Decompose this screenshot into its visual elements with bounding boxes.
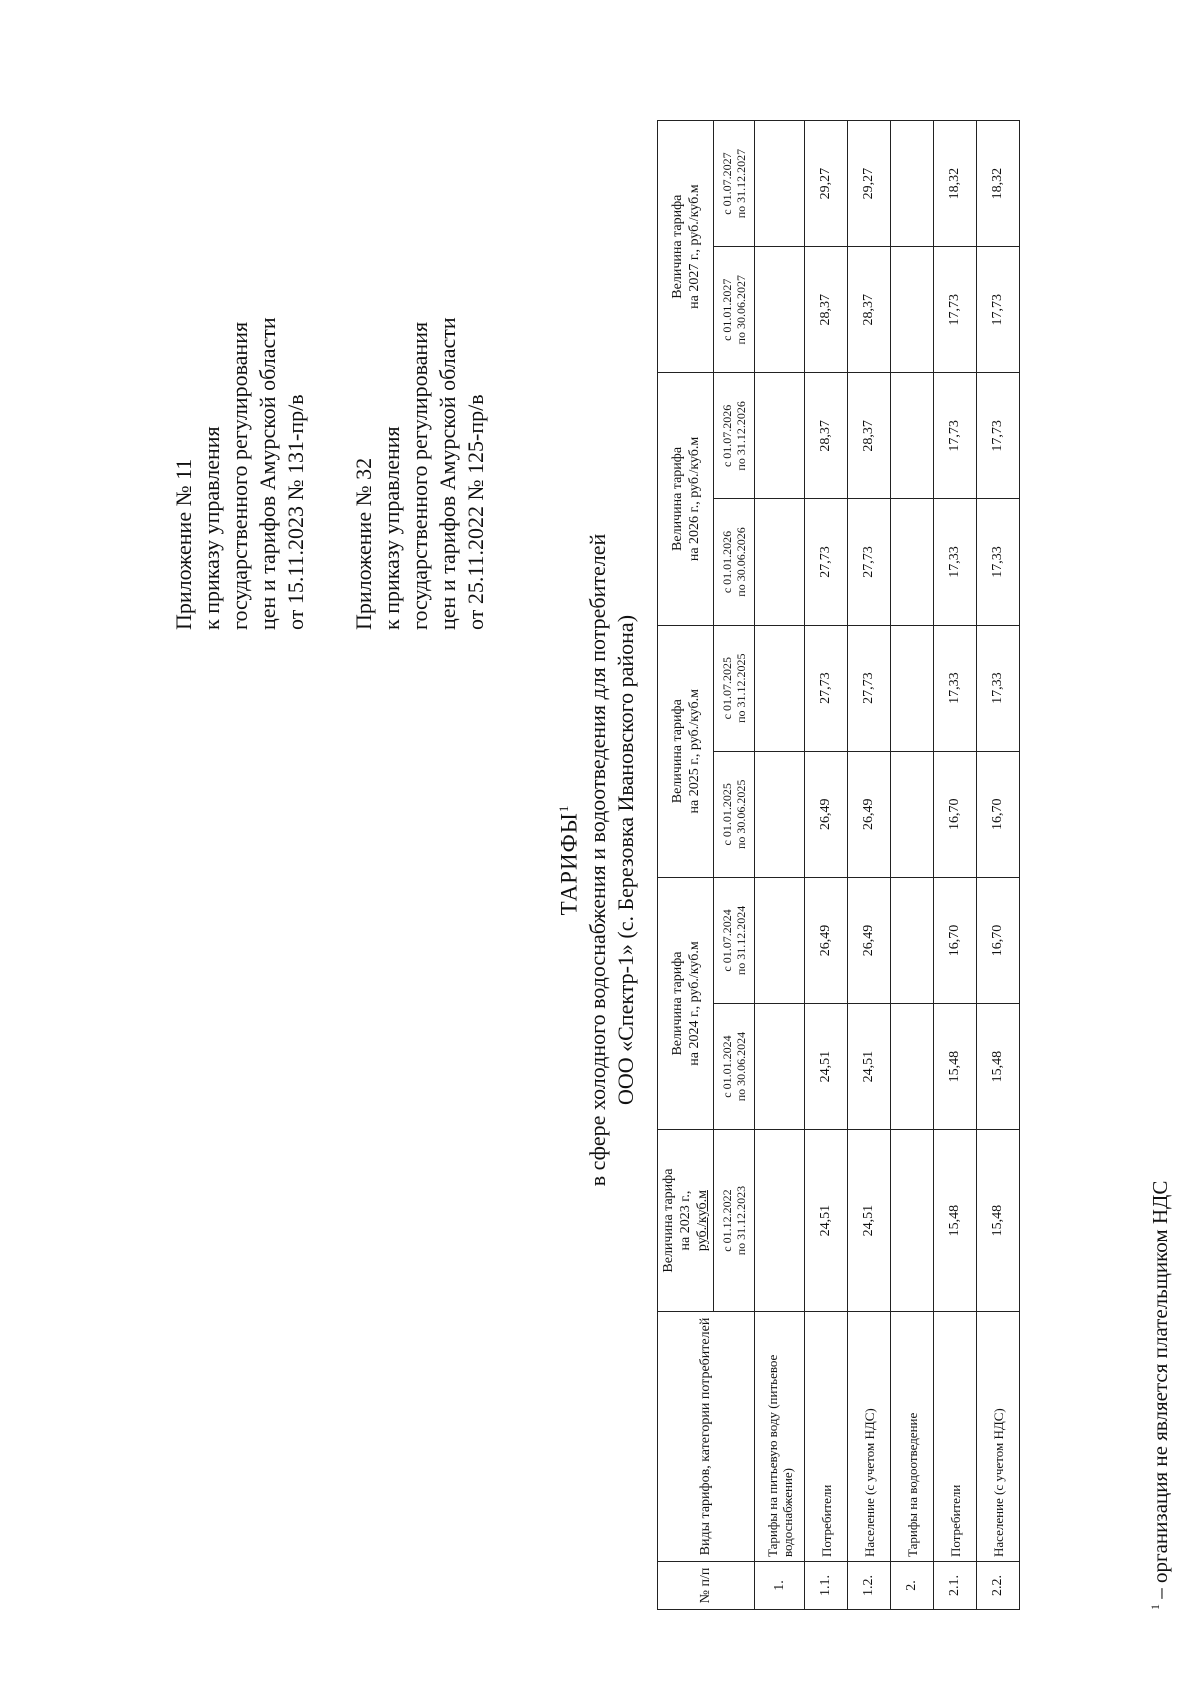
tariff-value [755, 877, 805, 1003]
tariff-value [891, 877, 934, 1003]
tariff-value [891, 751, 934, 877]
row-number: 1.1. [805, 1562, 848, 1610]
tariff-value: 24,51 [848, 1004, 891, 1130]
title-subtitle: в сфере холодного водоснабжения и водоотведения для потребителей [584, 533, 610, 1187]
tariff-value: 28,37 [848, 373, 891, 499]
table-row [891, 121, 934, 1610]
period-header: с 01.07.2026 по 31.12.2026 [714, 373, 755, 499]
tariff-value [755, 499, 805, 625]
row-category: Потребители [934, 1312, 977, 1562]
tariff-table [657, 120, 1020, 1610]
tariff-value [755, 625, 805, 751]
row-number: 2.2. [977, 1562, 1020, 1610]
document-page [45, 80, 1172, 1640]
row-category: Тарифы на питьевую воду (питьевое водоснабжение) [755, 1312, 805, 1562]
tariff-value: 27,73 [848, 625, 891, 751]
tariff-value: 29,27 [805, 121, 848, 247]
appendix-line: от 15.11.2023 № 131-пр/в [283, 394, 308, 630]
tariff-value: 27,73 [848, 499, 891, 625]
tariff-value: 29,27 [848, 121, 891, 247]
tariff-value: 24,51 [848, 1130, 891, 1312]
tariff-value: 18,32 [934, 121, 977, 247]
appendix-line: Приложение № 11 [171, 458, 196, 630]
tariff-value: 16,70 [977, 877, 1020, 1003]
tariff-value: 28,37 [805, 373, 848, 499]
tariff-value: 15,48 [977, 1130, 1020, 1312]
tariff-value: 28,37 [848, 247, 891, 373]
tariff-value [891, 121, 934, 247]
table-row [755, 121, 805, 1610]
row-number: 2.1. [934, 1562, 977, 1610]
tariff-value: 17,73 [934, 373, 977, 499]
period-header: с 01.12.2022 по 31.12.2023 [714, 1130, 755, 1312]
row-number: 2. [891, 1562, 934, 1610]
period-header: с 01.01.2027 по 30.06.2027 [714, 247, 755, 373]
row-number: 1.2. [848, 1562, 891, 1610]
tariff-value [755, 1004, 805, 1130]
tariff-value [891, 499, 934, 625]
header-group-2027: Величина тарифа на 2027 г., руб./куб.м [658, 121, 714, 373]
appendix-line: цен и тарифов Амурской области [435, 317, 460, 630]
tariff-value [891, 1004, 934, 1130]
appendix-line: к приказу управления [199, 426, 224, 630]
tariff-value: 26,49 [848, 751, 891, 877]
tariff-value: 15,48 [934, 1004, 977, 1130]
title-organization: ООО «Спектр-1» (с. Березовка Ивановского района) [612, 614, 638, 1106]
tariff-value: 26,49 [805, 751, 848, 877]
appendix-line: государственного регулирования [227, 321, 252, 630]
tariff-value: 17,33 [977, 625, 1020, 751]
footnote: $^1$ – организация не является плательщиком НДС [1148, 1180, 1172, 1610]
tariff-value [755, 247, 805, 373]
tariff-value: 27,73 [805, 499, 848, 625]
period-header: с 01.01.2025 по 30.06.2025 [714, 751, 755, 877]
tariff-value: 17,33 [934, 625, 977, 751]
row-category: Население (с учетом НДС) [848, 1312, 891, 1562]
tariff-value: 15,48 [977, 1004, 1020, 1130]
period-header: с 01.01.2026 по 30.06.2026 [714, 499, 755, 625]
row-category: Тарифы на водоотведение [891, 1312, 934, 1562]
tariff-value: 17,33 [977, 499, 1020, 625]
tariff-value [891, 1130, 934, 1312]
tariff-value: 16,70 [934, 877, 977, 1003]
period-header: с 01.07.2024 по 31.12.2024 [714, 877, 755, 1003]
tariff-value: 26,49 [805, 877, 848, 1003]
tariff-value [755, 751, 805, 877]
row-number: 1. [755, 1562, 805, 1610]
tariff-value: 16,70 [977, 751, 1020, 877]
tariff-value [891, 247, 934, 373]
appendix-line: цен и тарифов Амурской области [255, 317, 280, 630]
tariff-value: 17,73 [934, 247, 977, 373]
row-category: Население (с учетом НДС) [977, 1312, 1020, 1562]
tariff-value [755, 1130, 805, 1312]
title-main: ТАРИФЫ$^1$ [556, 804, 582, 916]
header-group-2026: Величина тарифа на 2026 г., руб./куб.м [658, 373, 714, 625]
period-header: с 01.07.2025 по 31.12.2025 [714, 625, 755, 751]
table-row [805, 121, 848, 1610]
appendix-note-11 [170, 317, 310, 630]
appendix-line: Приложение № 32 [351, 457, 376, 630]
tariff-value: 24,51 [805, 1130, 848, 1312]
appendix-line: государственного регулирования [407, 321, 432, 630]
tariff-value: 17,33 [934, 499, 977, 625]
appendix-line: от 25.11.2022 № 125-пр/в [463, 394, 488, 630]
header-group-2023: Величина тарифа на 2023 г., руб./куб.м [658, 1130, 714, 1312]
table-row [848, 121, 891, 1610]
tariff-value: 24,51 [805, 1004, 848, 1130]
tariff-value: 16,70 [934, 751, 977, 877]
footnote-marker: 1 [556, 804, 571, 813]
tariff-value: 27,73 [805, 625, 848, 751]
tariff-value [755, 373, 805, 499]
table-body [755, 121, 1020, 1610]
tariff-value [891, 373, 934, 499]
tariff-value: 17,73 [977, 247, 1020, 373]
period-header: с 01.07.2027 по 31.12.2027 [714, 121, 755, 247]
header-tariff-type: Виды тарифов, категории потребителей [658, 1312, 755, 1562]
tariff-value [891, 625, 934, 751]
tariff-value: 18,32 [977, 121, 1020, 247]
tariff-value: 17,73 [977, 373, 1020, 499]
tariff-value: 28,37 [805, 247, 848, 373]
tariff-value: 26,49 [848, 877, 891, 1003]
period-header: с 01.01.2024 по 30.06.2024 [714, 1004, 755, 1130]
header-number: № п/п [658, 1562, 755, 1610]
table-row [934, 121, 977, 1610]
appendix-line: к приказу управления [379, 426, 404, 630]
header-group-2025: Величина тарифа на 2025 г., руб./куб.м [658, 625, 714, 877]
tariff-value: 15,48 [934, 1130, 977, 1312]
table-row [977, 121, 1020, 1610]
document-title [550, 80, 640, 1640]
row-category: Потребители [805, 1312, 848, 1562]
appendix-note-32 [350, 317, 490, 630]
header-group-2024: Величина тарифа на 2024 г., руб./куб.м [658, 877, 714, 1129]
tariff-value [755, 121, 805, 247]
